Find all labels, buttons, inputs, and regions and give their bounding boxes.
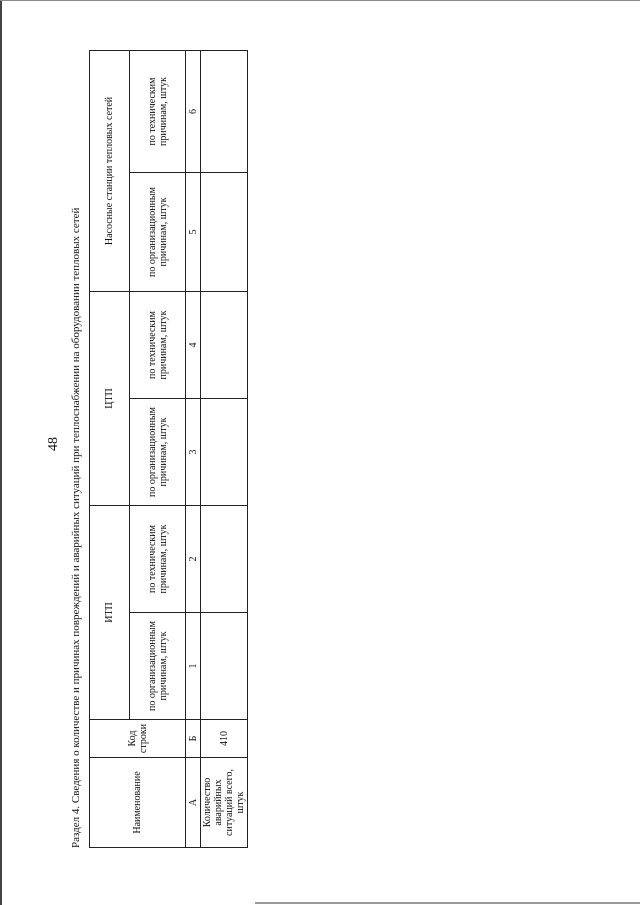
table-row-total-emergencies [201,50,248,847]
header-pump-technical: по техническим причинам, штук [130,50,186,172]
value-cell [201,399,248,506]
section-caption: Раздел 4. Сведения о количестве и причинах повреждений и аварийных ситуаций при теплоснабжении на оборудовании тепловых сетей [70,207,82,848]
page-number: 48 [46,437,61,451]
header-pump-organizational: по организационным причинам, штук [130,173,186,292]
value-cell [201,506,248,613]
header-row-groups [90,50,130,847]
column-index: 6 [186,50,201,172]
header-group-ctp: ЦТП [90,292,130,506]
column-index: 4 [186,292,201,399]
column-index: 3 [186,399,201,506]
header-itp-organizational: по организационным причинам, штук [130,613,186,720]
value-cell [201,292,248,399]
header-group-pump-stations: Насосные станции тепловых сетей [90,50,130,291]
header-name: Наименование [90,758,186,848]
page-edge-left [0,0,2,905]
value-cell [201,613,248,720]
rotated-content [54,0,246,905]
header-code: Код строки [90,720,186,758]
column-index: Б [186,720,201,758]
column-index: 5 [186,173,201,292]
column-index: 2 [186,506,201,613]
column-index: А [186,758,201,848]
header-group-itp: ИТП [90,506,130,720]
report-table [89,50,248,848]
value-cell [201,50,248,172]
row-label: Количество аварийных ситуаций всего, штук [201,758,248,848]
value-cell [201,173,248,292]
header-ctp-organizational: по организационным причинам, штук [130,399,186,506]
column-index: 1 [186,613,201,720]
header-ctp-technical: по техническим причинам, штук [130,292,186,399]
header-itp-technical: по техническим причинам, штук [130,506,186,613]
column-index-row [186,50,201,847]
page-edge-bottom [255,902,640,904]
row-code: 410 [201,720,248,758]
